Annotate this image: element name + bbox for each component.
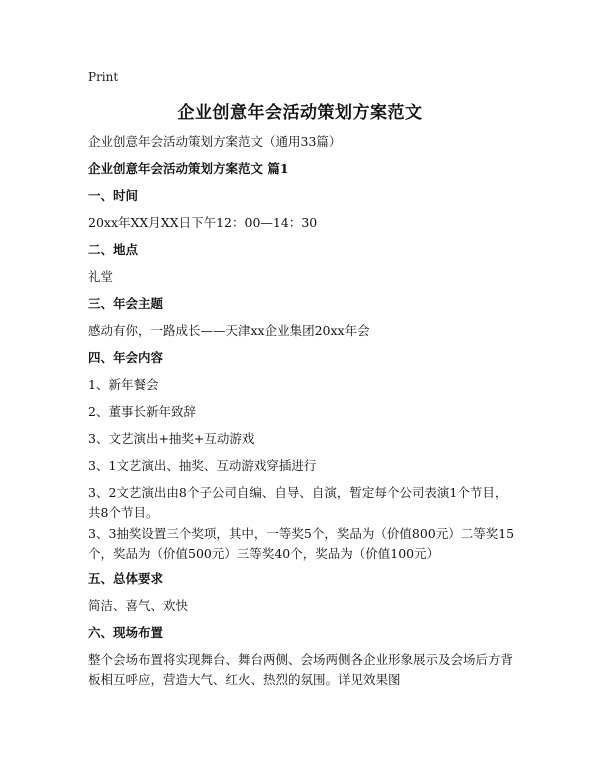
venue-heading: 六、现场布置 — [88, 625, 164, 640]
place-heading: 二、地点 — [88, 242, 139, 257]
place-text: 礼堂 — [88, 269, 114, 284]
content-item: 3、3抽奖设置三个奖项，其中，一等奖5个，奖品为（价值800元）二等奖15个，奖品为（价值500元）三等奖40个，奖品为（价值100元） — [88, 526, 515, 561]
time-text: 20xx年XX月XX日下午12：00—14：30 — [88, 215, 318, 230]
content-item: 1、新年餐会 — [88, 377, 159, 392]
theme-text: 感动有你，一路成长——天津xx企业集团20xx年会 — [88, 323, 370, 338]
content-item: 2、董事长新年致辞 — [88, 404, 196, 419]
section-title: 企业创意年会活动策划方案范文 篇1 — [88, 161, 289, 176]
content-item: 3、文艺演出+抽奖+互动游戏 — [88, 431, 255, 446]
time-heading: 一、时间 — [88, 188, 139, 203]
document-title: 企业创意年会活动策划方案范文 — [177, 103, 423, 123]
print-label: Print — [88, 70, 119, 84]
content-item: 3、2文艺演出由8个子公司自编、自导、自演，暂定每个公司表演1个节目，共8个节目。 — [88, 485, 508, 520]
requirements-heading: 五、总体要求 — [88, 571, 164, 586]
content-item: 3、1文艺演出、抽奖、互动游戏穿插进行 — [88, 458, 317, 473]
theme-heading: 三、年会主题 — [88, 296, 164, 311]
document-subtitle: 企业创意年会活动策划方案范文（通用33篇） — [88, 134, 342, 149]
requirements-text: 简洁、喜气、欢快 — [88, 598, 189, 613]
content-heading: 四、年会内容 — [88, 350, 164, 365]
venue-text: 整个会场布置将实现舞台、舞台两侧、会场两侧各企业形象展示及会场后方背板相互呼应，营造大气、红火、热烈的氛围。详见效果图 — [88, 652, 514, 687]
